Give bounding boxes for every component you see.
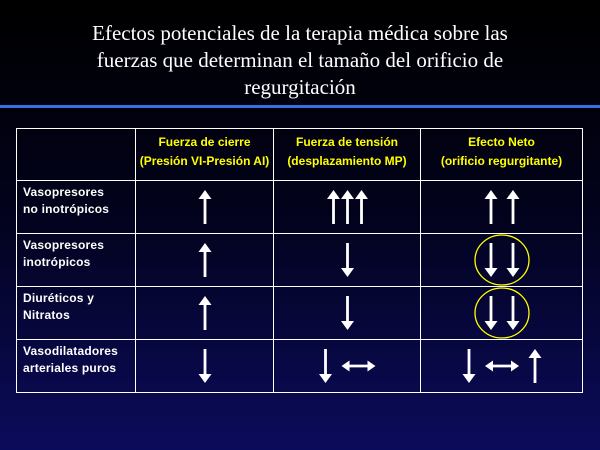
down-arrow-icon bbox=[341, 296, 354, 330]
header-net-effect bbox=[421, 129, 583, 181]
table-header-row bbox=[17, 129, 583, 181]
up-arrow-icon bbox=[485, 190, 498, 224]
therapy-label bbox=[17, 340, 136, 393]
tension-force-cell bbox=[274, 234, 421, 287]
header-title: Efecto Neto bbox=[468, 135, 535, 149]
table-row bbox=[17, 181, 583, 234]
down-arrow-icon bbox=[463, 349, 476, 383]
down-arrow-icon bbox=[507, 296, 520, 330]
down-arrow-icon bbox=[485, 296, 498, 330]
closing-force-cell bbox=[136, 181, 274, 234]
up-arrow-icon bbox=[355, 190, 368, 224]
therapy-label-line: Nitratos bbox=[23, 308, 70, 322]
up-arrow-icon bbox=[199, 190, 212, 224]
tension-force-cell bbox=[274, 287, 421, 340]
net-effect-cell-arrows bbox=[421, 287, 582, 339]
closing-force-cell-arrows bbox=[136, 181, 273, 233]
up-arrow-icon bbox=[341, 190, 354, 224]
therapy-label-line: Vasopresores bbox=[23, 238, 105, 252]
down-arrow-icon bbox=[485, 243, 498, 277]
header-subtitle: (desplazamiento MP) bbox=[287, 154, 407, 168]
table-row bbox=[17, 340, 583, 393]
up-arrow-icon bbox=[199, 243, 212, 277]
therapy-label-line: Vasopresores bbox=[23, 185, 105, 199]
tension-force-cell-arrows bbox=[274, 340, 420, 392]
therapy-label-line: no inotrópicos bbox=[23, 202, 110, 216]
down-arrow-icon bbox=[319, 349, 332, 383]
header-title: Fuerza de cierre bbox=[158, 135, 251, 149]
therapy-label bbox=[17, 181, 136, 234]
tension-force-cell-arrows bbox=[274, 287, 420, 339]
closing-force-cell-arrows bbox=[136, 234, 273, 286]
closing-force-cell bbox=[136, 234, 274, 287]
header-closing-force bbox=[136, 129, 274, 181]
down-arrow-icon bbox=[507, 243, 520, 277]
up-arrow-icon bbox=[327, 190, 340, 224]
closing-force-cell-arrows bbox=[136, 287, 273, 339]
tension-force-cell-arrows bbox=[274, 181, 420, 233]
slide-title bbox=[0, 20, 600, 101]
closing-force-cell bbox=[136, 340, 274, 393]
closing-force-cell-arrows bbox=[136, 340, 273, 392]
therapy-label-line: Diuréticos y bbox=[23, 291, 95, 305]
header-title: Fuerza de tensión bbox=[295, 135, 399, 149]
header-empty bbox=[17, 129, 136, 181]
slide-title-line: regurgitación bbox=[244, 75, 356, 99]
therapy-label bbox=[17, 234, 136, 287]
tension-force-cell-arrows bbox=[274, 234, 420, 286]
table-row bbox=[17, 287, 583, 340]
up-arrow-icon bbox=[529, 349, 542, 383]
header-subtitle: (Presión VI-Presión AI) bbox=[139, 154, 270, 168]
net-effect-cell bbox=[421, 340, 583, 393]
effects-table bbox=[16, 128, 583, 393]
header-tension-force bbox=[274, 129, 421, 181]
slide-title-line: fuerzas que determinan el tamaño del orificio de bbox=[96, 48, 504, 72]
highlight-ring bbox=[475, 288, 529, 338]
down-arrow-icon bbox=[199, 349, 212, 383]
net-effect-cell-arrows bbox=[421, 340, 582, 392]
net-effect-cell-arrows bbox=[421, 181, 582, 233]
up-arrow-icon bbox=[199, 296, 212, 330]
left-right-arrow-icon bbox=[485, 361, 519, 372]
table-row bbox=[17, 234, 583, 287]
therapy-label bbox=[17, 287, 136, 340]
tension-force-cell bbox=[274, 340, 421, 393]
down-arrow-icon bbox=[341, 243, 354, 277]
net-effect-cell-arrows bbox=[421, 234, 582, 286]
therapy-label-line: inotrópicos bbox=[23, 255, 91, 269]
net-effect-cell bbox=[421, 287, 583, 340]
closing-force-cell bbox=[136, 287, 274, 340]
slide-title-line: Efectos potenciales de la terapia médica sobre las bbox=[92, 21, 508, 45]
net-effect-cell bbox=[421, 181, 583, 234]
highlight-ring bbox=[475, 235, 529, 285]
therapy-label-line: arteriales puros bbox=[23, 361, 117, 375]
left-right-arrow-icon bbox=[342, 361, 376, 372]
therapy-label-line: Vasodilatadores bbox=[23, 344, 119, 358]
title-divider bbox=[0, 105, 600, 108]
header-subtitle: (orificio regurgitante) bbox=[440, 154, 563, 168]
net-effect-cell bbox=[421, 234, 583, 287]
tension-force-cell bbox=[274, 181, 421, 234]
up-arrow-icon bbox=[507, 190, 520, 224]
